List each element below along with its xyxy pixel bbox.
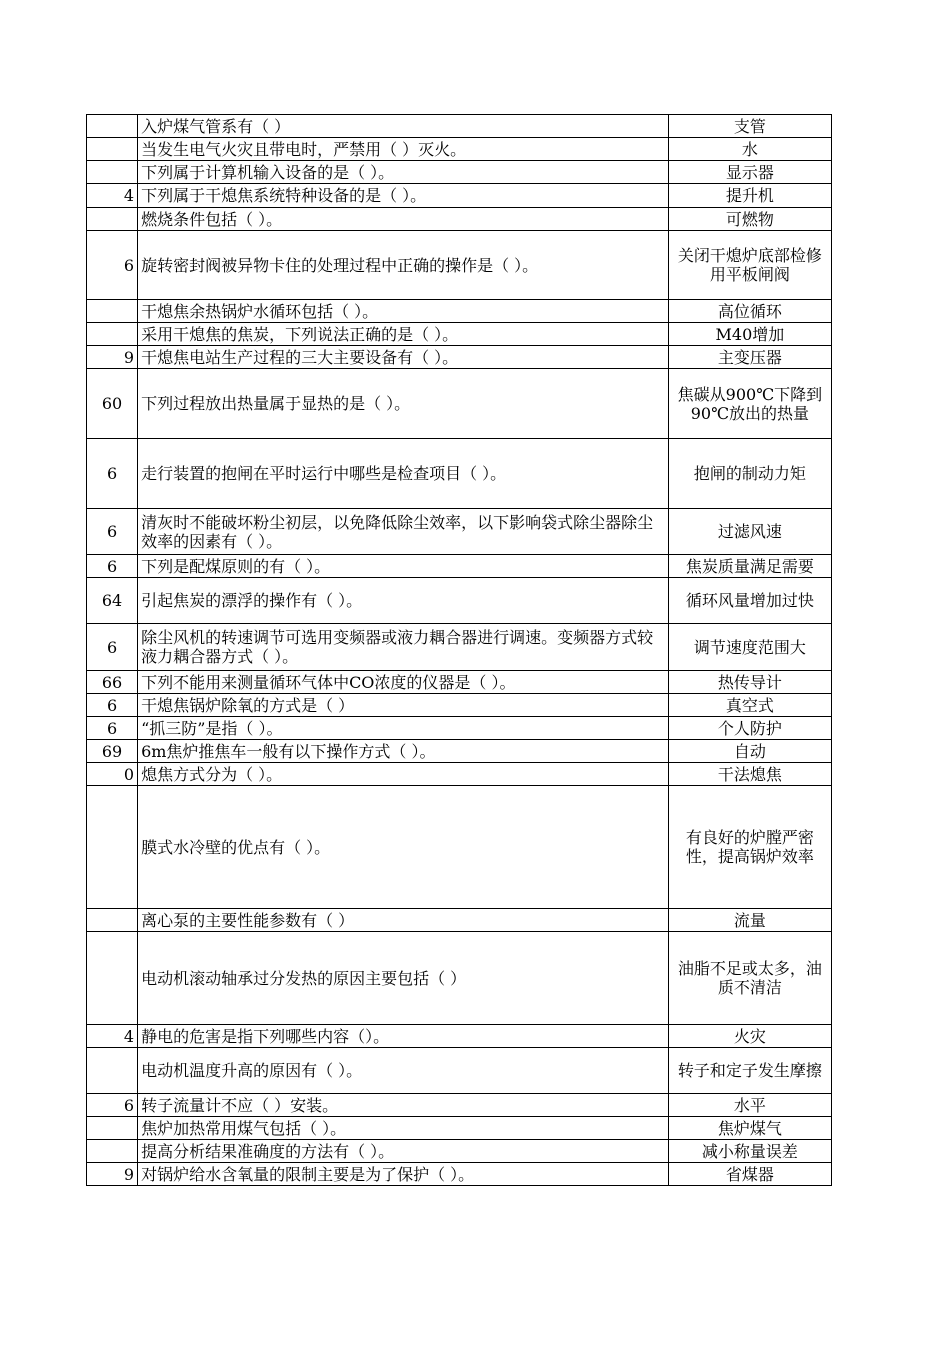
row-number-cell: 6: [87, 439, 138, 509]
row-number-cell: 6: [87, 509, 138, 555]
row-number-cell: [87, 161, 138, 184]
row-number-cell: 60: [87, 369, 138, 439]
row-number-cell: 6: [87, 1094, 138, 1117]
question-table: [86, 114, 832, 1186]
table-row: [87, 1025, 832, 1048]
question-cell: 焦炉加热常用煤气包括（ ）。: [138, 1117, 669, 1140]
answer-cell: 油脂不足或太多，油质不清洁: [668, 932, 831, 1025]
answer-cell: 个人防护: [668, 717, 831, 740]
table-row: [87, 740, 832, 763]
row-number-cell: [87, 323, 138, 346]
answer-cell: 流量: [668, 909, 831, 932]
question-table-body: [87, 115, 832, 1186]
question-cell: 引起焦炭的漂浮的操作有（ ）。: [138, 578, 669, 624]
table-row: [87, 509, 832, 555]
question-cell: 电动机滚动轴承过分发热的原因主要包括（ ）: [138, 932, 669, 1025]
table-row: [87, 115, 832, 138]
row-number-cell: 9: [87, 346, 138, 369]
table-row: [87, 1140, 832, 1163]
answer-cell: 自动: [668, 740, 831, 763]
question-cell: 走行装置的抱闸在平时运行中哪些是检查项目（ ）。: [138, 439, 669, 509]
table-row: [87, 786, 832, 909]
question-cell: 离心泵的主要性能参数有（ ）: [138, 909, 669, 932]
row-number-cell: 6: [87, 694, 138, 717]
question-cell: 干熄焦电站生产过程的三大主要设备有（ ）。: [138, 346, 669, 369]
table-row: [87, 208, 832, 231]
table-row: [87, 624, 832, 671]
row-number-cell: 9: [87, 1163, 138, 1186]
table-row: [87, 300, 832, 323]
row-number-cell: 6: [87, 231, 138, 300]
answer-cell: 有良好的炉膛严密性，提高锅炉效率: [668, 786, 831, 909]
row-number-cell: 4: [87, 1025, 138, 1048]
table-row: [87, 1163, 832, 1186]
question-cell: 下列不能用来测量循环气体中CO浓度的仪器是（ ）。: [138, 671, 669, 694]
table-row: [87, 323, 832, 346]
table-row: [87, 231, 832, 300]
table-row: [87, 1117, 832, 1140]
answer-cell: 热传导计: [668, 671, 831, 694]
answer-cell: 抱闸的制动力矩: [668, 439, 831, 509]
question-cell: “抓三防”是指（ ）。: [138, 717, 669, 740]
answer-cell: 高位循环: [668, 300, 831, 323]
answer-cell: 火灾: [668, 1025, 831, 1048]
table-row: [87, 555, 832, 578]
row-number-cell: [87, 138, 138, 161]
answer-cell: 显示器: [668, 161, 831, 184]
question-cell: 静电的危害是指下列哪些内容（）。: [138, 1025, 669, 1048]
answer-cell: 减小称量误差: [668, 1140, 831, 1163]
row-number-cell: 6: [87, 624, 138, 671]
row-number-cell: [87, 909, 138, 932]
answer-cell: 水平: [668, 1094, 831, 1117]
table-row: [87, 717, 832, 740]
table-row: [87, 439, 832, 509]
question-cell: 转子流量计不应（ ）安装。: [138, 1094, 669, 1117]
table-row: [87, 932, 832, 1025]
table-row: [87, 184, 832, 208]
answer-cell: 真空式: [668, 694, 831, 717]
answer-cell: 省煤器: [668, 1163, 831, 1186]
answer-cell: 关闭干熄炉底部检修用平板闸阀: [668, 231, 831, 300]
question-cell: 入炉煤气管系有（ ）: [138, 115, 669, 138]
table-row: [87, 694, 832, 717]
answer-cell: 支管: [668, 115, 831, 138]
row-number-cell: [87, 786, 138, 909]
table-row: [87, 1048, 832, 1094]
question-cell: 干熄焦锅炉除氧的方式是（ ）: [138, 694, 669, 717]
question-cell: 熄焦方式分为（ ）。: [138, 763, 669, 786]
question-cell: 下列属于计算机输入设备的是（ ）。: [138, 161, 669, 184]
answer-cell: 可燃物: [668, 208, 831, 231]
row-number-cell: 6: [87, 717, 138, 740]
question-cell: 6m焦炉推焦车一般有以下操作方式（ ）。: [138, 740, 669, 763]
answer-cell: 干法熄焦: [668, 763, 831, 786]
question-cell: 清灰时不能破坏粉尘初层，以免降低除尘效率，以下影响袋式除尘器除尘效率的因素有（ ）。: [138, 509, 669, 555]
answer-cell: 焦炉煤气: [668, 1117, 831, 1140]
question-cell: 提高分析结果准确度的方法有（ ）。: [138, 1140, 669, 1163]
question-cell: 当发生电气火灾且带电时，严禁用（ ）灭火。: [138, 138, 669, 161]
row-number-cell: [87, 1048, 138, 1094]
table-row: [87, 578, 832, 624]
row-number-cell: [87, 932, 138, 1025]
row-number-cell: 64: [87, 578, 138, 624]
question-cell: 旋转密封阀被异物卡住的处理过程中正确的操作是（ ）。: [138, 231, 669, 300]
row-number-cell: 4: [87, 184, 138, 208]
table-row: [87, 1094, 832, 1117]
table-row: [87, 763, 832, 786]
question-cell: 电动机温度升高的原因有（ ）。: [138, 1048, 669, 1094]
row-number-cell: 69: [87, 740, 138, 763]
answer-cell: 过滤风速: [668, 509, 831, 555]
table-row: [87, 161, 832, 184]
table-row: [87, 671, 832, 694]
row-number-cell: 66: [87, 671, 138, 694]
answer-cell: M40增加: [668, 323, 831, 346]
table-row: [87, 138, 832, 161]
row-number-cell: 0: [87, 763, 138, 786]
question-cell: 下列属于干熄焦系统特种设备的是（ ）。: [138, 184, 669, 208]
row-number-cell: [87, 300, 138, 323]
answer-cell: 转子和定子发生摩擦: [668, 1048, 831, 1094]
row-number-cell: [87, 115, 138, 138]
row-number-cell: [87, 1140, 138, 1163]
question-cell: 膜式水冷壁的优点有（ ）。: [138, 786, 669, 909]
question-cell: 燃烧条件包括（ ）。: [138, 208, 669, 231]
row-number-cell: [87, 1117, 138, 1140]
row-number-cell: [87, 208, 138, 231]
answer-cell: 调节速度范围大: [668, 624, 831, 671]
table-row: [87, 369, 832, 439]
row-number-cell: 6: [87, 555, 138, 578]
answer-cell: 焦炭质量满足需要: [668, 555, 831, 578]
question-cell: 采用干熄焦的焦炭，下列说法正确的是（ ）。: [138, 323, 669, 346]
answer-cell: 水: [668, 138, 831, 161]
table-row: [87, 909, 832, 932]
question-cell: 下列是配煤原则的有（ ）。: [138, 555, 669, 578]
question-cell: 下列过程放出热量属于显热的是（ ）。: [138, 369, 669, 439]
answer-cell: 提升机: [668, 184, 831, 208]
question-cell: 对锅炉给水含氧量的限制主要是为了保护（ ）。: [138, 1163, 669, 1186]
answer-cell: 主变压器: [668, 346, 831, 369]
answer-cell: 焦碳从900℃下降到90℃放出的热量: [668, 369, 831, 439]
question-cell: 干熄焦余热锅炉水循环包括（ ）。: [138, 300, 669, 323]
table-row: [87, 346, 832, 369]
question-cell: 除尘风机的转速调节可选用变频器或液力耦合器进行调速。变频器方式较液力耦合器方式（ ）。: [138, 624, 669, 671]
answer-cell: 循环风量增加过快: [668, 578, 831, 624]
